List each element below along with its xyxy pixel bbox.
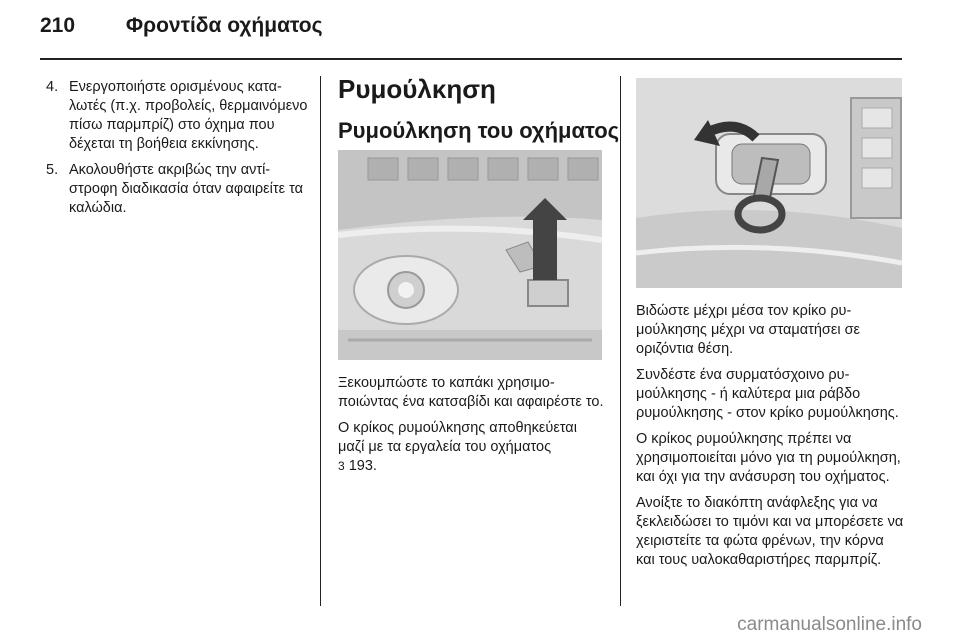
watermark: carmanualsonline.info bbox=[737, 614, 922, 635]
bumper-cover-illustration bbox=[338, 150, 602, 360]
page-reference[interactable]: 193. bbox=[348, 458, 377, 474]
list-item bbox=[46, 161, 308, 218]
instruction-paragraph: Συνδέστε ένα συρματόσχοινο ρυμούλκησης - ή καλύτερα μια ράβδο ρυμούλκησης - στον κρίκο ρυμούλκησης. bbox=[636, 367, 899, 421]
middle-text bbox=[338, 374, 606, 483]
step-number: 5. bbox=[46, 162, 59, 178]
section-subheading: Ρυμούλκηση του οχήματος bbox=[338, 118, 620, 143]
step-list bbox=[46, 78, 308, 225]
instruction-paragraph bbox=[338, 419, 606, 476]
page-reference-arrow-icon: 3 bbox=[338, 459, 345, 473]
step-text: Ενεργοποιήστε ορισμένους καταλωτές (π.χ. προβολείς, θερμαινόμενο πίσω παρμπρίζ) στο όχημα που δέχεται τη βοήθεια εκκίνησης. bbox=[69, 79, 308, 152]
towing-eye-illustration bbox=[636, 78, 902, 288]
instruction-paragraph: Ξεκουμπώστε το καπάκι χρησιμοποιώντας ένα κατσαβίδι και αφαιρέστε το. bbox=[338, 375, 604, 410]
instruction-paragraph: Ανοίξτε το διακόπτη ανάφλεξης για να ξεκλειδώσει το τιμόνι και να μπορέσετε να χειριστείτε τα φώτα φρένων, την κόρνα και τους υαλοκαθαριστήρες παρμπρίζ. bbox=[636, 495, 904, 568]
list-item bbox=[46, 78, 308, 154]
step-number: 4. bbox=[46, 79, 59, 95]
header-rule bbox=[40, 58, 902, 60]
section-heading: Ρυμούλκηση bbox=[338, 74, 496, 104]
step-text: Ακολουθήστε ακριβώς την αντίστροφη διαδικασία όταν αφαιρείτε τα καλώδια. bbox=[69, 162, 303, 216]
instruction-paragraph: Βιδώστε μέχρι μέσα τον κρίκο ρυμούλκησης μέχρι να σταματήσει σε οριζόντια θέση. bbox=[636, 303, 860, 357]
column-divider-right bbox=[620, 76, 621, 606]
chapter-title: Φροντίδα οχήματος bbox=[125, 14, 323, 37]
page-header bbox=[40, 14, 323, 38]
right-text bbox=[636, 302, 906, 577]
storage-text: Ο κρίκος ρυμούλκησης αποθηκεύεται μαζί με τα εργαλεία του οχήματος bbox=[338, 420, 577, 455]
column-divider-left bbox=[320, 76, 321, 606]
page-number: 210 bbox=[40, 14, 76, 37]
instruction-paragraph: Ο κρίκος ρυμούλκησης πρέπει να χρησιμοποιείται μόνο για τη ρυμούλκηση, και όχι για την ανάσυρση του οχήματος. bbox=[636, 431, 901, 485]
